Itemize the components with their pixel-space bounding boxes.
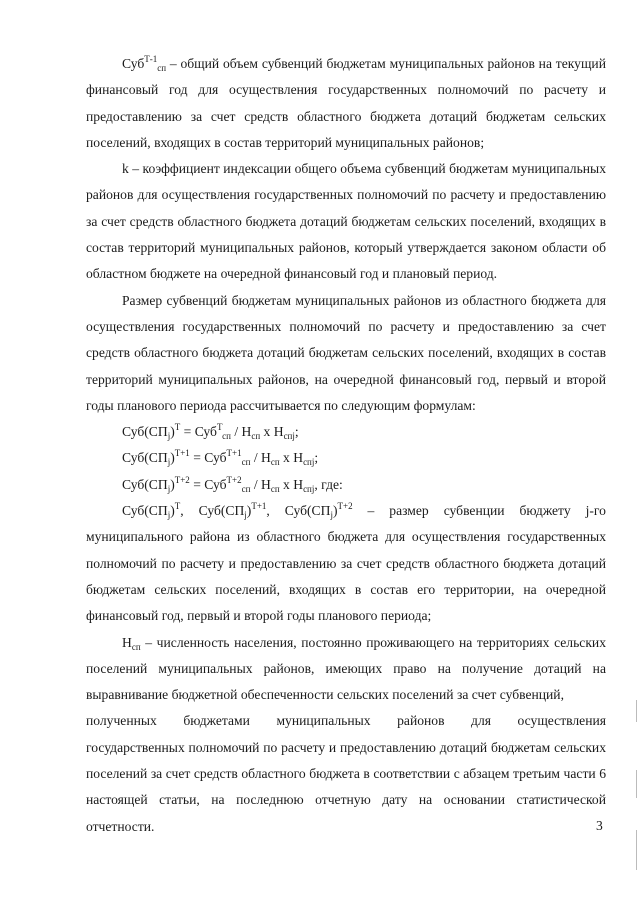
term-n: Н xyxy=(122,634,132,650)
definition-text: – общий объем субвенций бюджетам муниципальных районов на текущий финансовый год для осуществления государственных полномочий по расчету и предоставлению за счет средств областного бюджета дотаций бюджетам сельских поселений, входящих в состав территорий муниципальных районов; xyxy=(86,56,606,150)
scan-edge-mark xyxy=(636,770,637,798)
paragraph-sub-t-1-definition xyxy=(86,51,606,156)
definition-text-part-1: $Н_{сп}$ – численность населения, постоянно проживающего на территориях сельских поселений муниципальных районов, имеющих право на получение дотаций на выравнивание бюджетной обеспеченности сельских поселений за счет субвенций, xyxy=(86,634,606,703)
term-subscript: сп xyxy=(157,63,167,73)
page-number: 3 xyxy=(596,818,603,833)
definition-text-part-2: государственных полномочий по расчету и предоставлению дотаций бюджетам сельских поселений за счет средств областного бюджета в соответствии с абзацем третьим части 6 настоящей статьи, на последнюю отчетную дату на основании статистической отчетности. xyxy=(86,739,606,834)
formula-t: $Суб(СП_j)^Т = Суб^Т_{сп} / Н_{сп}$ х $Н_{спj}$; xyxy=(122,422,299,442)
definition-text: муниципального района из областного бюджета для осуществления государственных полномочий по расчету и предоставлению за счет средств областного бюджета дотаций бюджетам сельских поселений, входящих в состав его территории, на очередной финансовый год, первый и второй годы планового периода; xyxy=(86,529,606,624)
paragraph-nsp-definition xyxy=(86,630,606,840)
paragraph-subvention-size: Размер субвенций бюджетам муниципальных районов из областного бюджета для осуществления государственных полномочий по расчету и предоставлению за счет средств областного бюджета дотаций бюджетам сельских поселений, входящих в состав территорий муниципальных районов, на очередной финансовый год, первый и второй годы планового периода рассчитывается по следующим формулам: xyxy=(86,292,606,413)
term-superscript: Т-1 xyxy=(144,54,158,64)
spread-line: $Суб(СП_j)^Т$, $Суб(СП_j)^{Т+1}$, $Суб(СП_j)^{Т+2}$ – размер субвенции бюджету j-го xyxy=(122,501,606,521)
spread-line: полученных бюджетами муниципальных районов для осуществления xyxy=(86,713,606,729)
paragraph-k-definition: k – коэффициент индексации общего объема субвенций бюджетам муниципальных районов для осуществления государственных полномочий по расчету и предоставлению за счет средств областного бюджета дотаций бюджетам сельских поселений, входящих в состав территорий муниципальных районов, который утверждается законом области об областном бюджете на очередной финансовый год и плановый период. xyxy=(86,161,606,282)
paragraph-sub-spj-definition xyxy=(86,498,606,629)
scan-edge-mark xyxy=(636,830,637,870)
scan-edge-mark xyxy=(636,700,637,722)
document-body xyxy=(86,51,606,840)
formula-t-plus-2: $Суб(СП_j)^{Т+2} = Суб^{Т+2}_{сп} / Н_{сп}$ х $Н_{спj}$, где: xyxy=(122,474,343,494)
term-sub: Суб xyxy=(122,56,145,71)
formula-t-plus-1: $Суб(СП_j)^{Т+1} = Суб^{Т+1}_{сп} / Н_{сп}$ х $Н_{спj}$; xyxy=(122,448,319,468)
